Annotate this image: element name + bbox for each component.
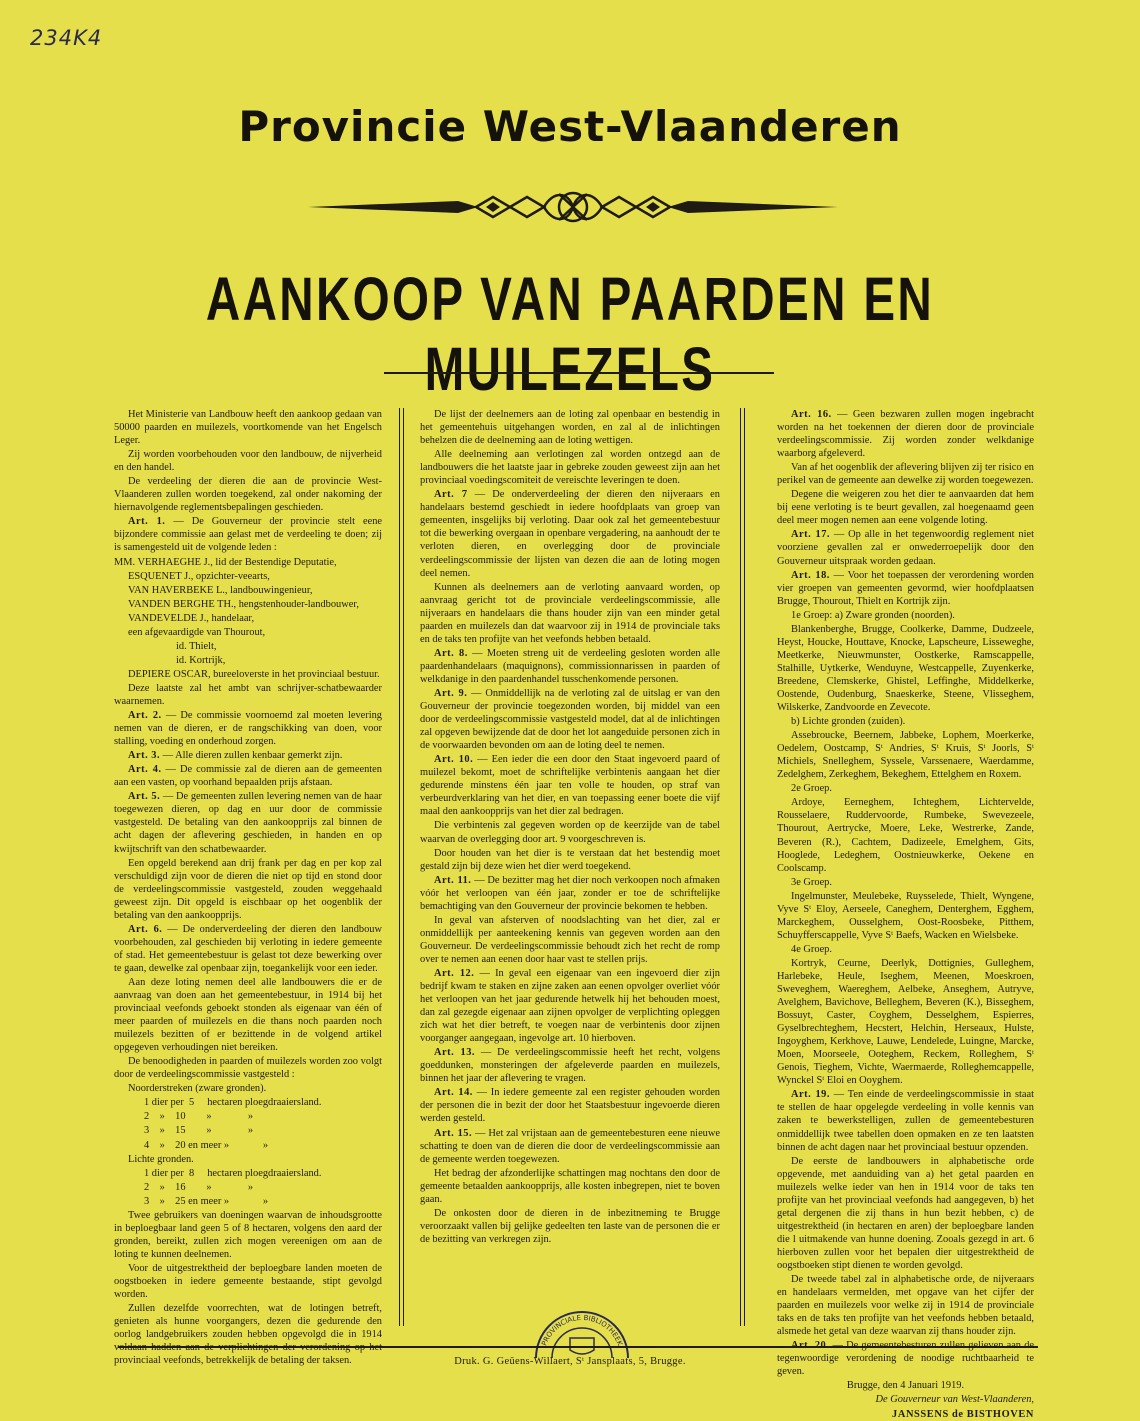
article-label: Art. 19. [791,1089,830,1101]
article-label: Art. 1. [128,516,166,528]
column-divider-left [399,408,404,1326]
paragraph: Deze laatste zal het ambt van schrijver-schatbewaarder waarnemen. [114,682,382,707]
article-text: — De verdeelingscommissie heeft het recht, volgens goeddunken, monsteringen der afgeleverde paarden en muilezels, binnen het jaar der aflevering te vragen. [420,1047,720,1085]
article-6 [114,923,382,975]
paragraph: Degene die weigeren zou het dier te aanvaarden dat hem bij eene verloting is te beurt gevallen, zal hoegenaamd geen deel meer mogen nemen aan eene volgende loting. [777,489,1034,527]
member: id. Kortrijk, [176,654,226,666]
group-heading: 4e Groep. [791,943,832,955]
paragraph: De lijst der deelnemers aan de loting zal openbaar en bestendig in het gemeentehuis uitgehangen worden, en zal al de inlichtingen behelzen die de deelneming aan de loting wettigen. [420,409,720,447]
article-text: — De gemeenten zullen levering nemen van de haar toegewezen dieren, op dag en uur door de commissie vastgesteld. De betaling van den aankoopprijs zal binnen de acht dagen der aflevering geschieden, in handen en op kwijtschrift van den schatbewaarder. [114,791,382,855]
article-label: Art. 12. [434,967,475,979]
column-2 [420,408,720,1323]
article-label: Art. 2. [128,710,162,722]
article-label: Art. 4. [128,764,162,776]
article-label: Art. 13. [434,1047,476,1059]
article-8 [420,647,720,686]
article-text: — Alle dieren zullen kenbaar gemerkt zijn. [160,750,343,762]
article-label: Art. 20. [791,1340,830,1352]
paragraph: In geval van afsterven of noodslachting van het dier, zal er onmiddellijk per aanteekening kennis van gegeven worden aan den Gouverneur. De verdeelingscommissie behoudt zich het recht de romp over te nemen aan eenen door haar vast te stellen prijs. [420,914,720,965]
article-11 [420,874,720,913]
signature-title: De Gouverneur van West-Vlaanderen, [875,1394,1034,1406]
paragraph: Door houden van het dier is te verstaan dat het bestendig moet gestald zijn bij deze wien het dier werd toegekend. [420,847,720,872]
article-label: Art. 6. [128,923,163,935]
article-text: — Het zal vrijstaan aan de gemeentebesturen eene nieuwe schatting te doen van de dieren die door de verdeelingscommissie aan de gemeente werden toegewezen. [420,1127,720,1165]
article-5 [114,790,382,855]
group-heading: 3e Groep. [791,876,832,888]
article-19 [777,1088,1034,1153]
signature-name: JANSSENS de BISTHOVEN [892,1408,1034,1420]
article-text: — De commissie voornoemd zal moeten levering nemen van de dieren, er de rangschikking van doen, voor stalling, voeding en onderhoud zorgen. [114,710,382,748]
table-heading: Noorderstreken (zware gronden). [128,1083,267,1095]
article-15 [420,1127,720,1166]
article-text: — Een ieder die een door den Staat ingevoerd paard of muilezel bekomt, moet de schriftelijke verbintenis aangaan het dier gedurende minstens één jaar ten volle te houden, op straf van verbeurdverklaring van het dier, en van toepassing eener boete die vijf maal den aankoopprijs van het dier zal bedragen. [420,754,720,818]
library-stamp-icon [522,1298,642,1358]
paragraph: Het bedrag der afzonderlijke schattingen mag nochtans den door de gemeente betaalden aankoopprijs, alle kosten inbegrepen, niet te boven gaan. [420,1167,720,1205]
group-heading: b) Lichte gronden (zuiden). [791,716,906,728]
article-label: Art. 14. [434,1087,473,1099]
paragraph: Voor de uitgestrektheid der beploegbare landen moeten de oogstboeken in iedere gemeente bestaande, stipt gevolgd worden. [114,1262,382,1301]
bottom-rule [118,1346,1038,1348]
paragraph: Zullen dezelfde voorrechten, wat de lotingen betreft, genieten als hunne voorgangers, dezen die gedurende den oorlog landgebruikers zouden hebben opgevolgd die in 1914 voldaan hadden aan de verplichtingen der verordening op het provinciaal veefonds, betrekkelijk de betaling der taksen. [114,1303,382,1367]
main-title: AANKOOP VAN PAARDEN EN MUILEZELS [205,265,935,403]
article-label: Art. 9. [434,687,468,699]
article-label: Art. 3. [128,750,161,762]
article-14 [420,1086,720,1125]
paragraph: Van af het oogenblik der aflevering blijven zij ter risico en perikel van de gemeente aan dewelke zij worden toegewezen. [777,462,1034,487]
member: DEPIERE OSCAR, bureeloverste in het provinciaal bestuur. [128,668,380,680]
table-row: 3 » 25 en meer » » [144,1195,269,1207]
article-text: — De Gouverneur der provincie stelt eene bijzondere commissie aan gelast met de verdeeling te doen; zij is samengesteld uit de volgende leden : [114,516,382,554]
article-label: Art. 17. [791,529,831,541]
article-text: — De commissie zal de dieren aan de gemeenten aan een vasten, op voorhand bepaalden prijs afstaan. [114,764,382,789]
article-label: Art. 8. [434,647,468,659]
table-row: 1 dier per 5 hectaren ploegdraaiersland. [144,1097,322,1109]
article-text: — Geen bezwaren zullen mogen ingebracht worden na het toekennen der dieren door de provinciale verdeelingscommissie. Zij worden zonder welkdanige waarborg afgeleverd. [777,409,1034,460]
article-label: Art. 10. [434,754,474,766]
paragraph: De onkosten door de dieren in de inbezitneming te Brugge veroorzaakt vallen bij gelijke gedeelten ten laste van de personen die er de bezitting van verkregen zijn. [420,1207,720,1245]
article-text: — De gemeentebesturen zullen gelieven aan de tegenwoordige verordening de noodige ruchtbaarheid te geven. [777,1340,1034,1378]
article-3 [114,749,382,762]
member: ESQUENET J., opzichter-veearts, [128,570,270,582]
article-2 [114,709,382,748]
article-text: — Voor het toepassen der verordening worden vier groepen van gemeenten gevormd, wier hoofdplaatsen Brugge, Thourout, Thielt en Kortrijk zijn. [777,569,1034,607]
paragraph: De eerste de landbouwers in alphabetische orde opgevende, met aanduiding van a) het getal paarden en muilezels welke ieder van hen in 1914 voor de taks ten profijte van het provinciaal veefonds had aangegeven, b) het getal dergenen die zij thans in hun bezit hebben, c) de uitgestrektheid (in hectaren en aren) der beploegbare landen die l uitmakende van hunne doening. Zooals gezegd in art. 6 hierboven zullen voor het bepalen dier uitgestrektheid de oogstboeken stipt dienen te worden gevolgd. [777,1155,1034,1271]
article-18 [777,569,1034,608]
article-16 [777,408,1034,460]
paragraph: Een opgeld berekend aan drij frank per dag en per kop zal verschuldigd zijn voor de dieren die niet op tijd en stond door de verdeelingscommissie vastgesteld, zouden weggehaald geweest zijn. Dit opgeld is eischbaar op het oogenblik der betaling van den aankoopprijs. [114,857,382,921]
column-3 [777,408,1035,1420]
article-text: — Moeten streng uit de verdeeling gesloten worden alle paardenhandelaars (maquignons), commissionnarissen in paarden of welkdanige in den paardenhandel tusschenkomende personen. [420,647,720,685]
date-line: Brugge, den 4 Januari 1919. [846,1380,965,1392]
paragraph: De tweede tabel zal in alphabetische orde, de nijveraars en handelaars vermelden, met opgave van het cijfer der paarden en muilezels voor welke zij in 1914 de provinciale taks en de taks ten profijte van het veefonds hebben betaald, alsmede het getal van deze waarvan zij thans houder zijn. [777,1274,1034,1338]
article-text: — Ten einde de verdeelingscommissie in staat te stellen de haar opgelegde verdeeling in volle kennis van zaken te bewerkstelligen, zullen de gemeentebesturen onmiddellijk twee tabellen doen opmaken en ze ten laatsten binnen de acht dagen naar het provinciaal bestuur opzenden. [777,1089,1034,1153]
article-label: Art. 18. [791,569,830,581]
article-17 [777,528,1034,567]
group-heading: 1e Groep: a) Zware gronden (noorden). [791,609,955,621]
group-list: Kortryk, Ceurne, Deerlyk, Dottignies, Gulleghem, Harlebeke, Heule, Iseghem, Meenen, Moeskroen, Sweveghem, Waereghem, Aelbeke, Anseghem, Autryve, Avelghem, Bavichove, Belleghem, Beveren (K.), Bisseghem, Bossuyt, Caster, Coyghem, Desselghem, Espierres, Gyselbrechteghem, Hecstert, Helchin, Herseaux, Hulste, Ingoyghem, Kerkhove, Lauwe, Lendelede, Luingne, Marcke, Moen, Moorseele, Ooteghem, Reckem, Rolleghem, Sᵗ Genois, Tieghem, Vichte, Waermaerde, Rolleghemcappelle, Wynckel Sᵗ Eloi en Ooyghem. [777,957,1034,1087]
table-row: 4 » 20 en meer » » [144,1139,269,1151]
province-title: Provincie West-Vlaanderen [238,102,902,151]
article-text: — Onmiddellijk na de verloting zal de uitslag er van den Gouverneur der provincie toegezonden worden, bij middel van een door de verdeelingscommissie vastgesteld model, dat al de inlichtingen zal opgeven bewijzende dat de door het lot aangeduide personen zich in de voorwaarden bevonden om aan de loting deel te nemen. [420,687,720,752]
table-row: 2 » 16 » » [144,1181,254,1193]
article-1 [114,515,382,554]
paragraph: De verdeeling der dieren die aan de provincie West-Vlaanderen zullen worden toegekend, zal onder nakoming der hiernavolgende reglementsbepalingen geschieden. [114,476,382,514]
member: VANDEVELDE J., handelaar, [128,612,255,624]
archive-mark: 234K4 [30,26,103,50]
table-heading: Lichte gronden. [128,1153,194,1165]
stamp-label: PROVINCIALE BIBLIOTHEEK [540,1313,624,1347]
article-text: — De bezitter mag het dier noch verkoopen noch afmaken vóór het verloopen van één jaar, zonder er toe de schriftelijke bemachtiging van den Gouverneur der provincie bekomen te hebben. [420,874,720,912]
printer-imprint: Druk. G. Geûens-Willaert, Sᵗ Jansplaats, 5, Brugge. [454,1356,686,1367]
intro-paragraph: Het Ministerie van Landbouw heeft den aankoop gedaan van 50000 paarden en muilezels, voortkomende van het Engelsch Leger. [114,409,382,447]
group-list: Blankenberghe, Brugge, Coolkerke, Damme, Dudzeele, Heyst, Houcke, Houttave, Knocke, Lapscheure, Lisseweghe, Meetkerke, Nieuwmunster, Oostkerke, Ramscappelle, Stalhille, Uytkerke, Wenduyne, Westcappelle, Zuyenkerke, Breedene, Clemskerke, Ghistel, Leffinghe, Middelkerke, Oostende, Oudenburg, Snaeskerke, Steene, Vlisseghem, Wilskerke, Zandvoorde en Zevecote. [777,623,1034,714]
article-4 [114,763,382,789]
column-divider-right [740,408,745,1326]
ornament-divider-icon [308,186,838,228]
article-10 [420,753,720,818]
column-1 [114,408,382,1367]
article-text: — In geval een eigenaar van een ingevoerd dier zijn bedrijf kwam te staken en zijne zaken aan eenen opvolger overliet vóór het verloopen van het jaar gedurende hetwelk hij het behouden moest, dan zal gezegde eigenaar aan zijnen opvolger de verplichting opleggen zich wat het dier betreft, te voegen naar de verbintenis door zijnen voorganger aangegaan, ingevolge art. 10 hierboven. [420,967,720,1045]
title-rule [384,372,774,374]
paragraph: Die verbintenis zal gegeven worden op de keerzijde van de tabel waarvan de overlegging door art. 9 voorgeschreven is. [420,820,720,845]
member: VAN HAVERBEKE L., landbouwingenieur, [128,584,313,596]
article-9 [420,687,720,752]
article-text: — De onderverdeeling der dieren den nijveraars en handelaars bestemd geschiedt in iedere hoofdplaats van groep van gemeenten, insgelijks bij verloting. Daar ook zal het gemeentebestuur tot die bewerking overgaan in openbare vergadering, na aanhoudt der te verloten dieren, en overlegging door de provinciale verdeelingscommissie der lijsten van dezen die aan de loting mogen deel nemen. [420,489,720,579]
article-label: Art. 11. [434,874,472,886]
paragraph: Zij worden voorbehouden voor den landbouw, de nijverheid en den handel. [114,449,382,474]
member: id. Thielt, [176,640,217,652]
article-label: Art. 5. [128,791,161,803]
article-13 [420,1046,720,1085]
article-7 [420,488,720,579]
group-list: Ardoye, Eerneghem, Ichteghem, Lichtervelde, Rousselaere, Ruddervoorde, Rumbeke, Swevezeele, Thourout, Aertrycke, Moere, Leke, Westrerke, Zande, Beveren (R.), Cachtem, Dadizeele, Emelghem, Gits, Hooglede, Ledeghem, Oostnieuwkerke, Oekene en Coolscamp. [777,797,1034,874]
article-label: Art. 16. [791,409,832,420]
article-12 [420,967,720,1045]
article-label: Art. 15. [434,1127,473,1139]
paragraph: Twee gebruikers van doeningen waarvan de inhoudsgrootte in beploegbaar land geen 5 of 8 hectaren, volgens den aard der gronden, bereikt, zullen zich mogen vereenigen om aan de loting te kunnen deelnemen. [114,1209,382,1260]
paragraph: De benoodigheden in paarden of muilezels worden zoo volgt door de verdeelingscommissie vastgesteld : [114,1056,382,1081]
article-text: — In iedere gemeente zal een register gehouden worden der personen die in bezit der door het Staatsbestuur ingevoerde dieren werden gesteld. [420,1087,720,1125]
paragraph: Alle deelneming aan verlotingen zal worden ontzegd aan de landbouwers die het laatste jaar in gebreke zouden geweest zijn aan het provinciaal voedingscomiteit de vereischte leveringen te doen. [420,449,720,487]
article-text: — De onderverdeeling der dieren den landbouw voorbehouden, zal geschieden bij verloting in iedere gemeente of stad. Het gemeentebestuur is gelast tot deze bewerking over te gaan, dewelke zal openbaar zijn, toegankelijk voor een ieder. [114,923,382,974]
article-text: — Op alle in het tegenwoordig reglement niet voorziene gevallen zal er onwederroepelijk door den Gouverneur uitspraak worden gedaan. [777,529,1035,567]
table-row: 2 » 10 » » [144,1111,254,1123]
group-list: Assebroucke, Beernem, Jabbeke, Lophem, Moerkerke, Oedelem, Oostcamp, Sᵗ Andries, Sᵗ Kruis, Sᵗ Joorls, Sᵗ Michiels, Snelleghem, Syssele, Varssenaere, Waerdamme, Zedelghem, Zerkeghem, Bekeghem, Ettelghem en Roxem. [777,730,1034,781]
member: MM. VERHAEGHE J., lid der Bestendige Deputatie, [114,556,337,568]
group-list: Ingelmunster, Meulebeke, Ruysselede, Thielt, Wyngene, Vyve Sᵗ Eloy, Aerseele, Caneghem, Denterghem, Egghem, Marckeghem, Ousselghem, Oost-Roosbeke, Pitthem, Schuyfferscappelle, Vyve Sᵗ Baefs, Wacken en Wielsbeke. [777,890,1034,941]
article-label: Art. 7 [434,489,468,501]
table-row: 3 » 15 » » [144,1125,254,1137]
member: een afgevaardigde van Thourout, [128,626,266,638]
member: VANDEN BERGHE TH., hengstenhouder-landbouwer, [128,598,360,610]
paragraph: Aan deze loting nemen deel alle landbouwers die er de aanvraag van doen aan het gemeentebestuur, in 1914 bij het provinciaal veefonds geboekt stonden als eigenaar van één of meer paarden of muilezels en die thans noch paarden noch muilezels bezitten of er bezittende in de volgend artikel opgegeven verhoudingen niet bereiken. [114,976,382,1054]
paragraph: Kunnen als deelnemers aan de verloting aanvaard worden, op aanvraag gericht tot de provinciale verdeelingscommissie, alle nijveraars en handelaars die thans houder zijn van een minder getal paarden en muilezels dan dat waarvoor zij in 1914 de provinciale taks en de taks ten profijte van het veefonds hebben betaald. [420,581,720,645]
table-row: 1 dier per 8 hectaren ploegdraaiersland. [144,1167,322,1179]
group-heading: 2e Groep. [791,783,832,795]
